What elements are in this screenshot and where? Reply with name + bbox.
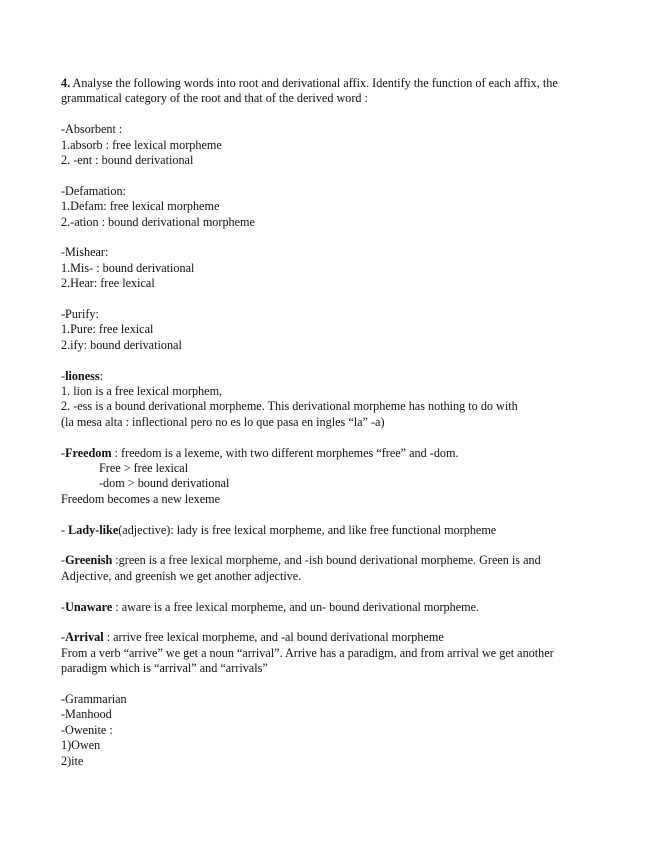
dash: -	[61, 445, 66, 460]
spacer	[61, 353, 601, 368]
spacer	[61, 507, 601, 522]
freedom-word: Freedom	[65, 445, 112, 460]
tail-owenite-item-1: 1)Owen	[61, 738, 101, 753]
colon: :	[99, 368, 103, 383]
tail-grammarian: -Grammarian	[61, 692, 127, 707]
dash: -	[61, 522, 69, 537]
spacer	[61, 230, 601, 245]
lioness-word: lioness	[65, 368, 100, 383]
ladylike-word: Lady-like	[68, 522, 119, 537]
greenish-heading	[61, 553, 601, 568]
mishear-heading: -Mishear:	[61, 245, 109, 260]
freedom-heading	[61, 446, 601, 461]
purify-item-2: 2.ify: bound derivational	[61, 337, 182, 352]
ladylike-heading	[61, 523, 601, 538]
lioness-heading	[61, 369, 601, 384]
spacer	[61, 677, 601, 692]
arrival-heading	[61, 630, 601, 645]
absorbent-heading: -Absorbent :	[61, 122, 123, 137]
lioness-item-1: 1. lion is a free lexical morphem,	[61, 384, 223, 399]
spacer	[61, 584, 601, 599]
absorbent-item-1: 1.absorb : free lexical morpheme	[61, 137, 222, 152]
dash: -	[61, 553, 66, 568]
arrival-word: Arrival	[65, 630, 104, 645]
greenish-item-2: Adjective, and greenish we get another adjective.	[61, 568, 302, 583]
spacer	[61, 430, 601, 445]
spacer	[61, 168, 601, 183]
question-number: 4.	[61, 76, 71, 90]
spacer	[61, 615, 601, 630]
tail-manhood: -Manhood	[61, 707, 112, 722]
arrival-text: : arrive free lexical morpheme, and -al bound derivational morpheme	[103, 630, 444, 645]
dash: -	[61, 368, 66, 383]
mishear-item-1: 1.Mis- : bound derivational	[61, 260, 195, 275]
unaware-heading	[61, 600, 601, 615]
lioness-item-3: (la mesa alta : inflectional pero no es lo que pasa en ingles “la” -a)	[61, 414, 385, 429]
question-line-2: grammatical category of the root and that of the derived word :	[61, 91, 368, 106]
purify-item-1: 1.Pure: free lexical	[61, 322, 154, 337]
mishear-item-2: 2.Hear: free lexical	[61, 276, 155, 291]
tail-owenite: -Owenite :	[61, 722, 113, 737]
question-line-1	[61, 76, 601, 91]
spacer	[61, 292, 601, 307]
ladylike-text: (adjective): lady is free lexical morpheme, and like free functional morpheme	[118, 522, 497, 537]
greenish-word: Greenish	[65, 553, 113, 568]
greenish-text: :green is a free lexical morpheme, and -ish bound derivational morpheme. Green is and	[112, 553, 541, 568]
tail-owenite-item-2: 2)ite	[61, 753, 84, 768]
freedom-item-3: Freedom becomes a new lexeme	[61, 491, 221, 506]
lioness-item-2: 2. -ess is a bound derivational morpheme. This derivational morpheme has nothing to do with	[61, 399, 518, 414]
freedom-item-2: -dom > bound derivational	[99, 476, 230, 491]
dash: -	[61, 599, 66, 614]
purify-heading: -Purify:	[61, 307, 99, 322]
spacer	[61, 538, 601, 553]
freedom-item-1: Free > free lexical	[99, 461, 189, 476]
absorbent-item-2: 2. -ent : bound derivational	[61, 153, 194, 168]
spacer	[61, 107, 601, 122]
defamation-item-1: 1.Defam: free lexical morpheme	[61, 199, 220, 214]
arrival-item-3: paradigm which is “arrival” and “arrivals”	[61, 661, 268, 676]
defamation-heading: -Defamation:	[61, 183, 126, 198]
arrival-item-2: From a verb “arrive” we get a noun “arrival”. Arrive has a paradigm, and from arrival we get another	[61, 645, 554, 660]
freedom-text: : freedom is a lexeme, with two different morphemes “free” and -dom.	[111, 445, 459, 460]
unaware-word: Unaware	[65, 599, 113, 614]
document-body	[61, 76, 601, 769]
unaware-text: : aware is a free lexical morpheme, and un- bound derivational morpheme.	[112, 599, 480, 614]
question-text: Analyse the following words into root and derivational affix. Identify the function of each affix, the	[70, 76, 558, 90]
defamation-item-2: 2.-ation : bound derivational morpheme	[61, 214, 255, 229]
dash: -	[61, 630, 66, 645]
